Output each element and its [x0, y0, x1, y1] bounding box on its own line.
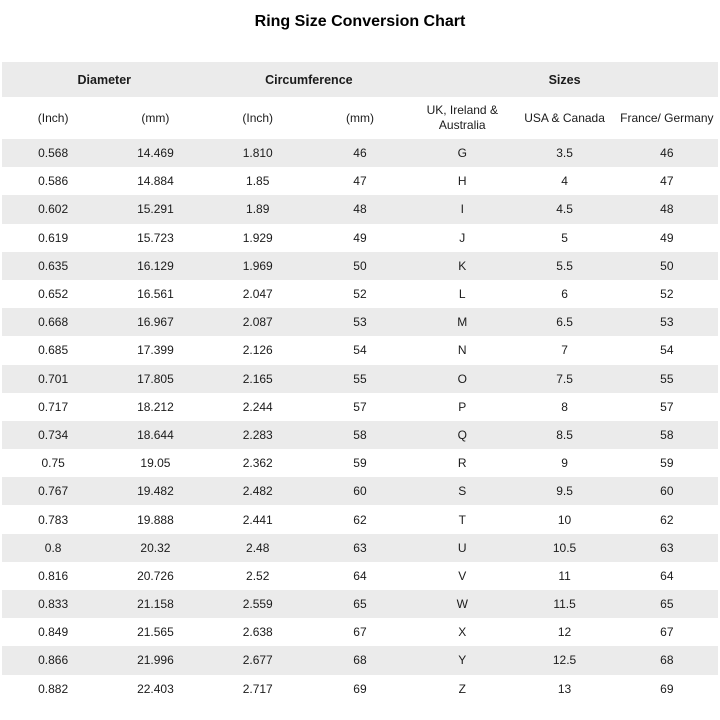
table-cell: 0.75 [2, 449, 104, 477]
table-cell: 2.362 [207, 449, 309, 477]
table-cell: 46 [309, 139, 411, 167]
table-cell: 4 [513, 167, 615, 195]
table-cell: 5 [513, 224, 615, 252]
table-cell: 0.882 [2, 675, 104, 703]
column-header-usa-canada: USA & Canada [513, 97, 615, 139]
table-row [2, 675, 718, 703]
ring-size-conversion-table [2, 62, 718, 703]
table-cell: 52 [616, 280, 718, 308]
table-cell: 0.652 [2, 280, 104, 308]
table-row [2, 365, 718, 393]
table-cell: O [411, 365, 513, 393]
table-cell: 16.561 [104, 280, 206, 308]
table-cell: 52 [309, 280, 411, 308]
table-row [2, 505, 718, 533]
table-cell: 0.685 [2, 336, 104, 364]
table-row [2, 393, 718, 421]
table-cell: 0.8 [2, 534, 104, 562]
table-cell: 9 [513, 449, 615, 477]
table-row [2, 449, 718, 477]
table-cell: 7.5 [513, 365, 615, 393]
table-cell: 10 [513, 505, 615, 533]
column-header-diameter-mm: (mm) [104, 97, 206, 139]
table-cell: 47 [616, 167, 718, 195]
table-cell: 16.967 [104, 308, 206, 336]
table-cell: 18.644 [104, 421, 206, 449]
table-cell: 68 [616, 646, 718, 674]
table-row [2, 308, 718, 336]
table-row [2, 195, 718, 223]
table-cell: 50 [309, 252, 411, 280]
table-cell: 19.888 [104, 505, 206, 533]
column-header-row [2, 97, 718, 139]
table-cell: 55 [616, 365, 718, 393]
table-cell: 65 [309, 590, 411, 618]
table-cell: 63 [616, 534, 718, 562]
table-cell: 2.087 [207, 308, 309, 336]
table-cell: 58 [309, 421, 411, 449]
table-cell: 0.866 [2, 646, 104, 674]
table-cell: 53 [309, 308, 411, 336]
table-row [2, 139, 718, 167]
table-cell: 2.48 [207, 534, 309, 562]
table-cell: 19.482 [104, 477, 206, 505]
table-row [2, 618, 718, 646]
table-cell: 13 [513, 675, 615, 703]
column-header-circumference-inch: (Inch) [207, 97, 309, 139]
table-cell: 0.734 [2, 421, 104, 449]
table-cell: 2.638 [207, 618, 309, 646]
table-cell: 17.399 [104, 336, 206, 364]
group-header-row [2, 62, 718, 97]
table-cell: V [411, 562, 513, 590]
table-cell: 19.05 [104, 449, 206, 477]
table-cell: 5.5 [513, 252, 615, 280]
table-cell: 20.32 [104, 534, 206, 562]
table-body [2, 139, 718, 703]
table-cell: 1.89 [207, 195, 309, 223]
table-cell: 64 [309, 562, 411, 590]
table-cell: 63 [309, 534, 411, 562]
table-cell: 8.5 [513, 421, 615, 449]
table-cell: 53 [616, 308, 718, 336]
table-cell: Z [411, 675, 513, 703]
table-cell: 22.403 [104, 675, 206, 703]
table-cell: 0.635 [2, 252, 104, 280]
table-cell: 10.5 [513, 534, 615, 562]
table-cell: 49 [616, 224, 718, 252]
table-cell: S [411, 477, 513, 505]
table-cell: 2.677 [207, 646, 309, 674]
table-cell: 57 [616, 393, 718, 421]
table-cell: 59 [616, 449, 718, 477]
table-cell: G [411, 139, 513, 167]
table-cell: 59 [309, 449, 411, 477]
table-row [2, 590, 718, 618]
table-cell: 0.767 [2, 477, 104, 505]
table-row [2, 477, 718, 505]
table-cell: 0.833 [2, 590, 104, 618]
table-cell: 1.969 [207, 252, 309, 280]
table-cell: P [411, 393, 513, 421]
table-cell: U [411, 534, 513, 562]
table-row [2, 167, 718, 195]
table-row [2, 421, 718, 449]
table-row [2, 336, 718, 364]
table-cell: 54 [616, 336, 718, 364]
table-cell: 60 [616, 477, 718, 505]
table-cell: 47 [309, 167, 411, 195]
table-cell: 3.5 [513, 139, 615, 167]
table-row [2, 252, 718, 280]
table-cell: 2.165 [207, 365, 309, 393]
table-cell: 67 [616, 618, 718, 646]
table-cell: 20.726 [104, 562, 206, 590]
table-cell: 0.717 [2, 393, 104, 421]
table-cell: W [411, 590, 513, 618]
table-cell: 17.805 [104, 365, 206, 393]
table-row [2, 280, 718, 308]
table-cell: K [411, 252, 513, 280]
table-cell: 0.668 [2, 308, 104, 336]
column-header-france-germany: France/ Germany [616, 97, 718, 139]
table-cell: X [411, 618, 513, 646]
table-cell: 50 [616, 252, 718, 280]
table-cell: 48 [616, 195, 718, 223]
table-row [2, 646, 718, 674]
table-cell: 6 [513, 280, 615, 308]
table-cell: 6.5 [513, 308, 615, 336]
column-header-uk-ireland-australia: UK, Ireland & Australia [411, 97, 513, 139]
table-cell: 21.996 [104, 646, 206, 674]
table-cell: 64 [616, 562, 718, 590]
column-header-diameter-inch: (Inch) [2, 97, 104, 139]
table-cell: 0.602 [2, 195, 104, 223]
table-cell: 1.810 [207, 139, 309, 167]
table-cell: 1.85 [207, 167, 309, 195]
table-cell: 4.5 [513, 195, 615, 223]
table-row [2, 562, 718, 590]
table-cell: 62 [616, 505, 718, 533]
table-cell: 2.126 [207, 336, 309, 364]
table-cell: 0.568 [2, 139, 104, 167]
table-cell: 0.816 [2, 562, 104, 590]
table-row [2, 224, 718, 252]
table-cell: 16.129 [104, 252, 206, 280]
table-cell: 0.849 [2, 618, 104, 646]
table-cell: 7 [513, 336, 615, 364]
table-cell: 54 [309, 336, 411, 364]
table-cell: 15.723 [104, 224, 206, 252]
table-cell: 2.482 [207, 477, 309, 505]
table-cell: 12.5 [513, 646, 615, 674]
table-cell: 68 [309, 646, 411, 674]
table-cell: 2.559 [207, 590, 309, 618]
table-cell: T [411, 505, 513, 533]
table-cell: 2.441 [207, 505, 309, 533]
table-cell: 2.717 [207, 675, 309, 703]
table-cell: I [411, 195, 513, 223]
table-cell: M [411, 308, 513, 336]
table-cell: 11.5 [513, 590, 615, 618]
table-cell: 18.212 [104, 393, 206, 421]
table-cell: 21.565 [104, 618, 206, 646]
table-cell: R [411, 449, 513, 477]
group-header-diameter: Diameter [2, 62, 207, 97]
table-cell: 0.586 [2, 167, 104, 195]
table-cell: 55 [309, 365, 411, 393]
table-cell: 65 [616, 590, 718, 618]
table-cell: Q [411, 421, 513, 449]
table-cell: 69 [616, 675, 718, 703]
column-header-circumference-mm: (mm) [309, 97, 411, 139]
table-cell: 67 [309, 618, 411, 646]
page-title: Ring Size Conversion Chart [254, 13, 466, 30]
table-cell: L [411, 280, 513, 308]
table-cell: J [411, 224, 513, 252]
group-header-sizes: Sizes [411, 62, 718, 97]
table-cell: 14.469 [104, 139, 206, 167]
table-cell: 2.047 [207, 280, 309, 308]
table-cell: 11 [513, 562, 615, 590]
table-cell: 49 [309, 224, 411, 252]
table-cell: 14.884 [104, 167, 206, 195]
table-cell: 8 [513, 393, 615, 421]
group-header-circumference: Circumference [207, 62, 412, 97]
table-cell: 2.52 [207, 562, 309, 590]
table-cell: 9.5 [513, 477, 615, 505]
table-cell: 2.283 [207, 421, 309, 449]
table-cell: 15.291 [104, 195, 206, 223]
table-cell: 57 [309, 393, 411, 421]
table-row [2, 534, 718, 562]
table-cell: H [411, 167, 513, 195]
table-cell: 21.158 [104, 590, 206, 618]
table-cell: 48 [309, 195, 411, 223]
table-cell: 46 [616, 139, 718, 167]
table-cell: 0.701 [2, 365, 104, 393]
table-cell: Y [411, 646, 513, 674]
table-cell: 0.783 [2, 505, 104, 533]
table-cell: 60 [309, 477, 411, 505]
table-cell: 58 [616, 421, 718, 449]
table-cell: 0.619 [2, 224, 104, 252]
table-cell: 1.929 [207, 224, 309, 252]
table-cell: 2.244 [207, 393, 309, 421]
table-cell: 12 [513, 618, 615, 646]
table-cell: N [411, 336, 513, 364]
table-cell: 62 [309, 505, 411, 533]
table-cell: 69 [309, 675, 411, 703]
